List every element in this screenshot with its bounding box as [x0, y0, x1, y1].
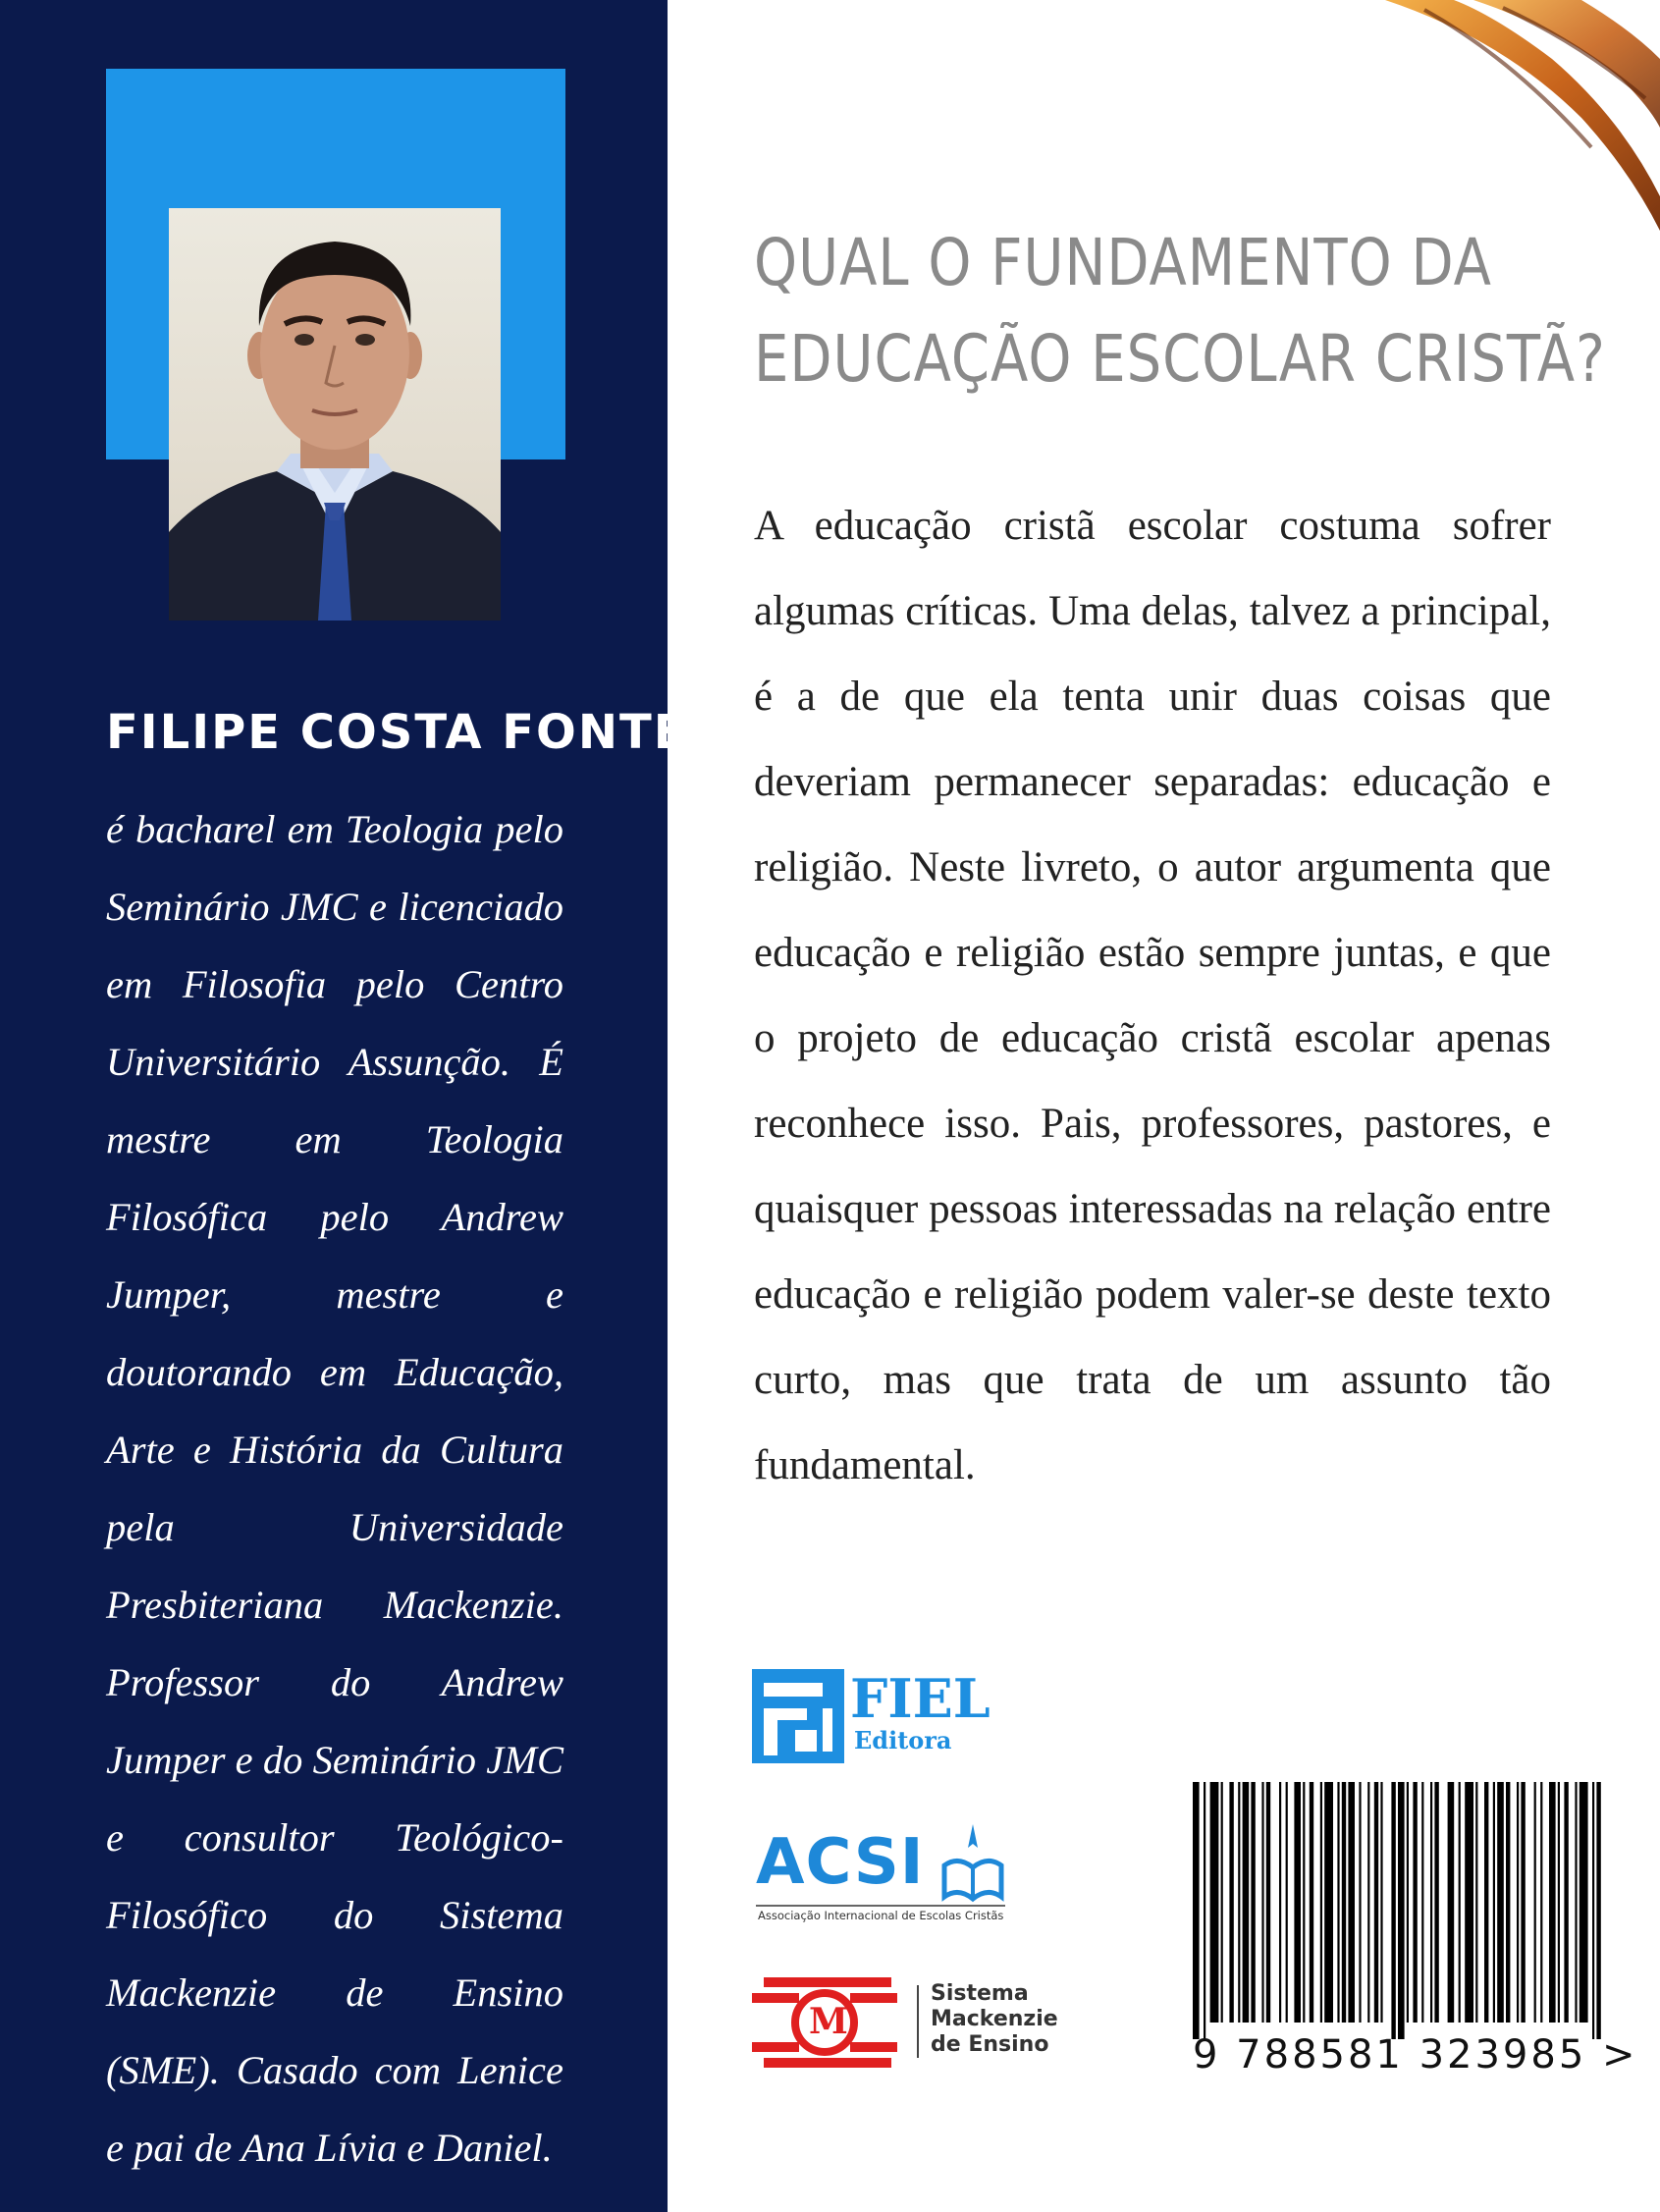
author-panel: [0, 0, 724, 2212]
barcode-bar: [1459, 1782, 1461, 2023]
barcode-bar: [1294, 1782, 1301, 2023]
author-name: FILIPE COSTA FONTES: [106, 705, 724, 760]
sme-line-1: Sistema: [931, 1981, 1029, 2006]
barcode-bar: [1348, 1782, 1355, 2023]
barcode-bar: [1221, 1782, 1223, 2023]
barcode-bar: [1430, 1782, 1432, 2023]
barcode-bar: [1407, 1782, 1409, 2023]
barcode-bar: [1493, 1782, 1495, 2023]
barcode-bar: [1193, 1782, 1200, 2039]
headline: [754, 216, 1618, 408]
barcode-bar: [1558, 1782, 1560, 2023]
barcode-bar: [1413, 1782, 1417, 2023]
acsi-name: ACSI: [756, 1826, 925, 1899]
barcode-bar: [1434, 1782, 1438, 2023]
barcode-bar: [1564, 1782, 1568, 2023]
barcode-bar: [1465, 1782, 1473, 2023]
barcode-bar: [1238, 1782, 1240, 2023]
barcode-bar: [1286, 1782, 1288, 2023]
author-photo: [169, 208, 501, 620]
barcode-bar: [1540, 1782, 1542, 2023]
barcode-bar: [1580, 1782, 1588, 2023]
acsi-sub: Associação Internacional de Escolas Cristãs: [758, 1909, 1004, 1922]
sme-line-3: de Ensino: [931, 2032, 1049, 2057]
barcode-bar: [1521, 1782, 1525, 2023]
barcode-bar: [1303, 1782, 1305, 2023]
headline-line-2: EDUCAÇÃO ESCOLAR CRISTÃ?: [754, 322, 1606, 398]
barcode-bar: [1380, 1782, 1382, 2023]
barcode-bar: [1266, 1782, 1270, 2023]
fiel-name: FIEL: [850, 1667, 991, 1730]
barcode-bar: [1342, 1782, 1346, 2023]
barcode-bar: [1475, 1782, 1477, 2023]
barcode-bar: [1374, 1782, 1378, 2023]
sme-mark: M: [809, 2001, 848, 2042]
barcode-bar: [1421, 1782, 1423, 2023]
barcode-bar: [1251, 1782, 1255, 2023]
barcode-bar: [1229, 1782, 1233, 2023]
barcode-bar: [1324, 1782, 1333, 2023]
barcode-bar: [1391, 1782, 1395, 2039]
isbn-number: 9 788581 323985 >: [1193, 2032, 1638, 2077]
barcode-bar: [1359, 1782, 1361, 2023]
barcode-bar: [1549, 1782, 1556, 2023]
barcode-bar: [1484, 1782, 1488, 2023]
barcode-bar: [1320, 1782, 1322, 2023]
barcode-bar: [1243, 1782, 1250, 2023]
barcode-bar: [1210, 1782, 1219, 2023]
author-bio: é bacharel em Teologia pelo Seminário JMC e licenciado em Filosofia pelo Centro Universitário Assunção. É mestre em Teologia Filosófica pelo Andrew Jumper, mestre e doutorando em Educação, Arte e História da Cultura pela Universidade Presbiteriana Mackenzie. Professor do Andrew Jumper e do Seminário JMC e consultor Teológico-Filosófico do Sistema Mackenzie de Ensino (SME). Casado com Lenice e pai de Ana Lívia e Daniel.: [106, 807, 563, 2170]
barcode-bar: [1506, 1782, 1510, 2023]
barcode-bar: [1398, 1782, 1405, 2039]
fiel-sub: Editora: [854, 1726, 952, 1754]
barcode-bar: [1596, 1782, 1600, 2039]
sme-line-2: Mackenzie: [931, 2007, 1058, 2031]
fiel-editora-logo: [752, 1669, 1007, 1767]
barcode-bar: [1517, 1782, 1519, 2023]
barcode-bar: [1367, 1782, 1369, 2023]
headline-line-1: QUAL O FUNDAMENTO DA: [754, 226, 1492, 301]
barcode-bar: [1592, 1782, 1594, 2039]
acsi-book-icon: [938, 1816, 1007, 1905]
barcode-bar: [1575, 1782, 1577, 2023]
barcode-bar: [1279, 1782, 1281, 2023]
back-cover-blurb: A educação cristã escolar costuma sofrer algumas críticas. Uma delas, talvez a principal, é a de que ela tenta unir duas coisas que deveriam permanecer separadas: educação e religião. Neste livreto, o autor argumenta que educação e religião estão sempre juntas, e que o projeto de educação cristã escolar apenas reconhece isso. Pais, professores, pastores, e quaisquer pessoas interessadas na relação entre educação e religião podem valer-se deste texto curto, mas que trata de um assunto tão fundamental.: [754, 503, 1551, 1488]
barcode-bar: [1337, 1782, 1339, 2023]
acsi-logo: [752, 1816, 1007, 1934]
barcode-bar: [1310, 1782, 1313, 2023]
barcode-bar: [1534, 1782, 1536, 2023]
sistema-mackenzie-logo: [752, 1973, 1076, 2081]
barcode-bar: [1448, 1782, 1455, 2023]
barcode-bar: [1261, 1782, 1263, 2023]
barcode-bar: [1204, 1782, 1205, 2039]
barcode-bar: [1497, 1782, 1504, 2023]
